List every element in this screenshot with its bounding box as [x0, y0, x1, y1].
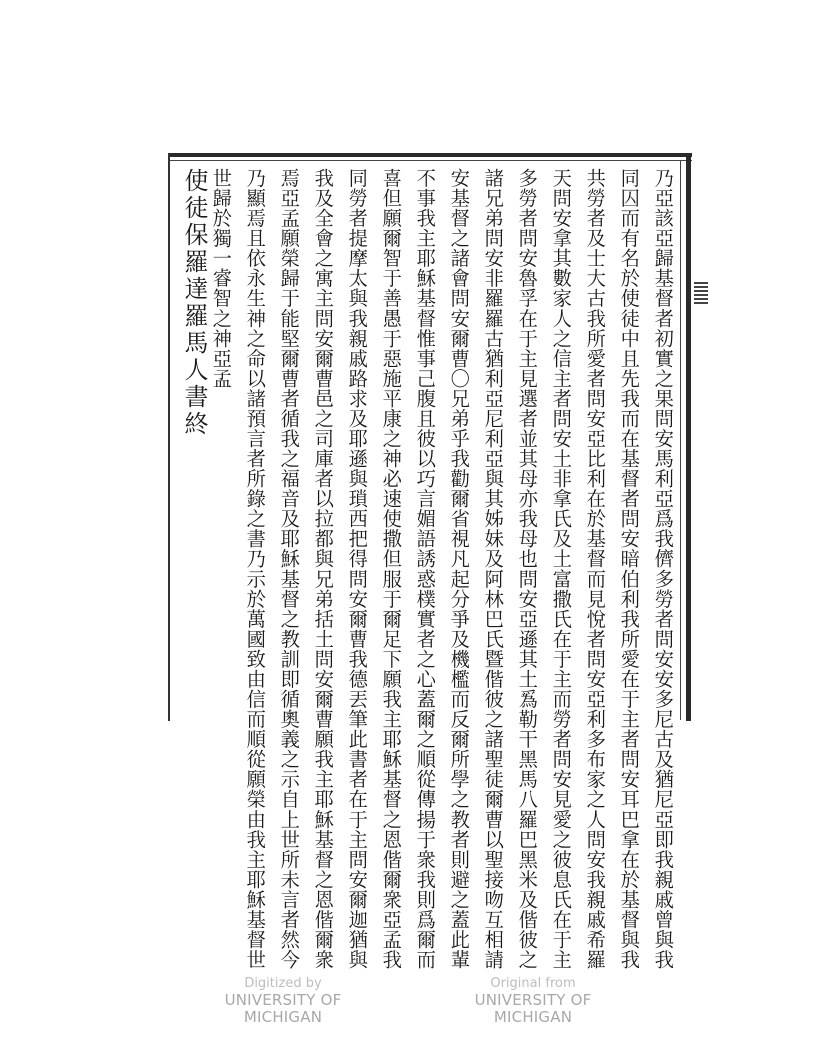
frame-right-border	[686, 153, 691, 721]
ending-title: 使徒保羅達羅馬人書終	[180, 168, 208, 438]
frame-top-inner-line	[168, 160, 692, 161]
frame-top-border	[168, 153, 692, 157]
text-column: 多勞者問安魯孚在于主見選者並其母亦我母也問安亞遜其土𤔡勒干黑馬八羅巴黑米及偕彼之	[515, 168, 539, 970]
text-column: 我及全會之寓主問安爾曹邑之司庫者以拉都與兄弟括土問安爾曹願我主耶穌基督之恩偕爾衆	[311, 168, 335, 970]
text-column: 共勞者及士大古我所愛者問安亞比利在於基督而見悅者問安亞利多布家之人問安我親戚希羅	[583, 168, 607, 970]
frame-right-inner-line	[680, 160, 681, 720]
text-column: 諸兄弟問安非羅羅古猶利亞尼利亞與其姊妹及阿林巴氏暨偕彼之諸聖徒爾曹以聖接吻互相請	[481, 168, 505, 970]
text-column: 世歸於獨一睿智之神亞孟	[209, 168, 233, 389]
watermark-original	[438, 977, 628, 1026]
margin-mark	[694, 282, 708, 304]
watermark-original-line1: Original from	[490, 976, 576, 991]
text-column: 不事我主耶穌基督惟事己腹且彼以巧言媚語誘惑樸實者之心蓋爾之順從傳揚于衆我則爲爾而	[413, 168, 437, 970]
text-column: 同囚而有名於使徒中且先我而在基督者問安暗伯利我所愛在于主者問安耳巴拿在於基督與我	[617, 168, 641, 970]
watermark-original-line2: UNIVERSITY OF MICHIGAN	[474, 990, 592, 1027]
text-column: 喜但願爾智于善愚于惡施平康之神必速使撒但服于爾足下願我主耶穌基督之恩偕爾衆亞孟我	[379, 168, 403, 970]
text-column: 乃亞該亞歸基督者初實之果問安馬利亞爲我儕多勞者問安安多尼古及猶尼亞即我親戚曾與我	[651, 168, 675, 970]
text-column: 焉亞孟願榮歸于能堅爾曹者循我之福音及耶穌基督之教訓即循奧義之示自上世所未言者然今	[277, 168, 301, 970]
text-column: 安基督之諸會問安爾曹〇兄弟乎我勸爾省視凡起分爭及機檻而反爾所學之教者則避之蓋此輩	[447, 168, 471, 970]
text-column: 乃顯焉且依永生神之命以諸預言者所錄之書乃示於萬國致由信而順從願榮由我主耶穌基督世	[243, 168, 267, 970]
frame-left-border	[168, 153, 170, 721]
watermark-digitized	[188, 977, 378, 1026]
text-column: 天問安拿其數家人之信主者問安土非拿氏及土富撒氏在于主而勞者問安見愛之彼息氏在于主	[549, 168, 573, 970]
watermark-digitized-line2: UNIVERSITY OF MICHIGAN	[224, 990, 342, 1027]
text-column: 同勞者提摩太與我親戚路求及耶遜與瑣西把得問安爾曹我德丟筆此書者在于主問安爾迦猶與	[345, 168, 369, 970]
watermark-digitized-line1: Digitized by	[244, 976, 322, 991]
